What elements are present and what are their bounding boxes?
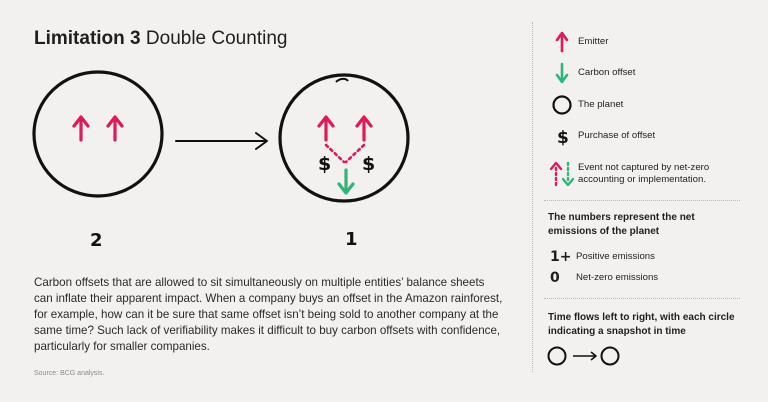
planet-1-net-emissions: 2 (90, 230, 103, 251)
dotted-arrows-icon (548, 160, 578, 188)
caption-text: Carbon offsets that are allowed to sit simultaneously on multiple entities’ balance sheets can inflate their apparent impact. When a company buys an offset in the Amazon rainforest, for example, how can it be sure that same offset isn’t being sold to another company at the same time? Such lack of verifiability makes it difficult to buy carbon offsets with confidence, particularly for smaller companies. (34, 276, 503, 353)
legend-label: Net-zero emissions (576, 272, 659, 283)
numbers-heading: The numbers represent the net emissions of the planet (548, 212, 695, 237)
legend-label: Purchase of offset (578, 130, 656, 141)
legend-item-net-zero (548, 266, 658, 290)
legend-item-event-not-captured (548, 160, 738, 188)
title-rest: Double Counting (145, 28, 288, 49)
legend-label: The planet (578, 99, 624, 110)
legend-divider (544, 298, 740, 299)
carbon-offset-arrow-icon (339, 170, 353, 193)
legend-item-carbon-offset (548, 61, 635, 85)
legend-item-purchase (548, 124, 655, 148)
time-flow-icon (546, 344, 626, 368)
emitter-arrow-icon (548, 30, 578, 54)
dotted-connection-icon (326, 145, 364, 162)
emitter-arrow-icon (74, 117, 88, 140)
source-note: Source: BCG analysis. (34, 370, 105, 377)
legend-item-planet (548, 93, 623, 117)
dollar-icon: $ (362, 153, 376, 175)
net-zero-symbol: 0 (550, 270, 560, 286)
title-bold: Limitation 3 (34, 28, 141, 49)
legend-label: Event not captured by net-zero accounting or implementation. (578, 162, 710, 185)
double-counting-diagram (0, 0, 532, 270)
legend-label: Emitter (578, 36, 609, 47)
planet-circle-1 (34, 72, 162, 196)
legend-item-emitter (548, 30, 608, 54)
emitter-arrow-icon (319, 117, 333, 140)
svg-text:$: $ (557, 128, 569, 148)
time-heading: Time flows left to right, with each circle indicating a snapshot in time (548, 312, 735, 337)
carbon-offset-arrow-icon (548, 61, 578, 85)
legend-divider (532, 22, 533, 372)
planet-circle-2 (280, 75, 408, 201)
legend-label: Carbon offset (578, 67, 636, 78)
legend-label: Positive emissions (576, 251, 655, 262)
dollar-icon (548, 124, 578, 148)
dollar-icon: $ (318, 153, 332, 175)
legend-divider (544, 200, 740, 201)
emitter-arrow-icon (357, 117, 371, 140)
emitter-arrow-icon (108, 117, 122, 140)
positive-emissions-symbol: 1+ (550, 249, 572, 265)
planet-2-net-emissions: 1 (345, 229, 358, 250)
time-arrow-icon (176, 133, 267, 149)
planet-circle-icon (548, 93, 578, 117)
